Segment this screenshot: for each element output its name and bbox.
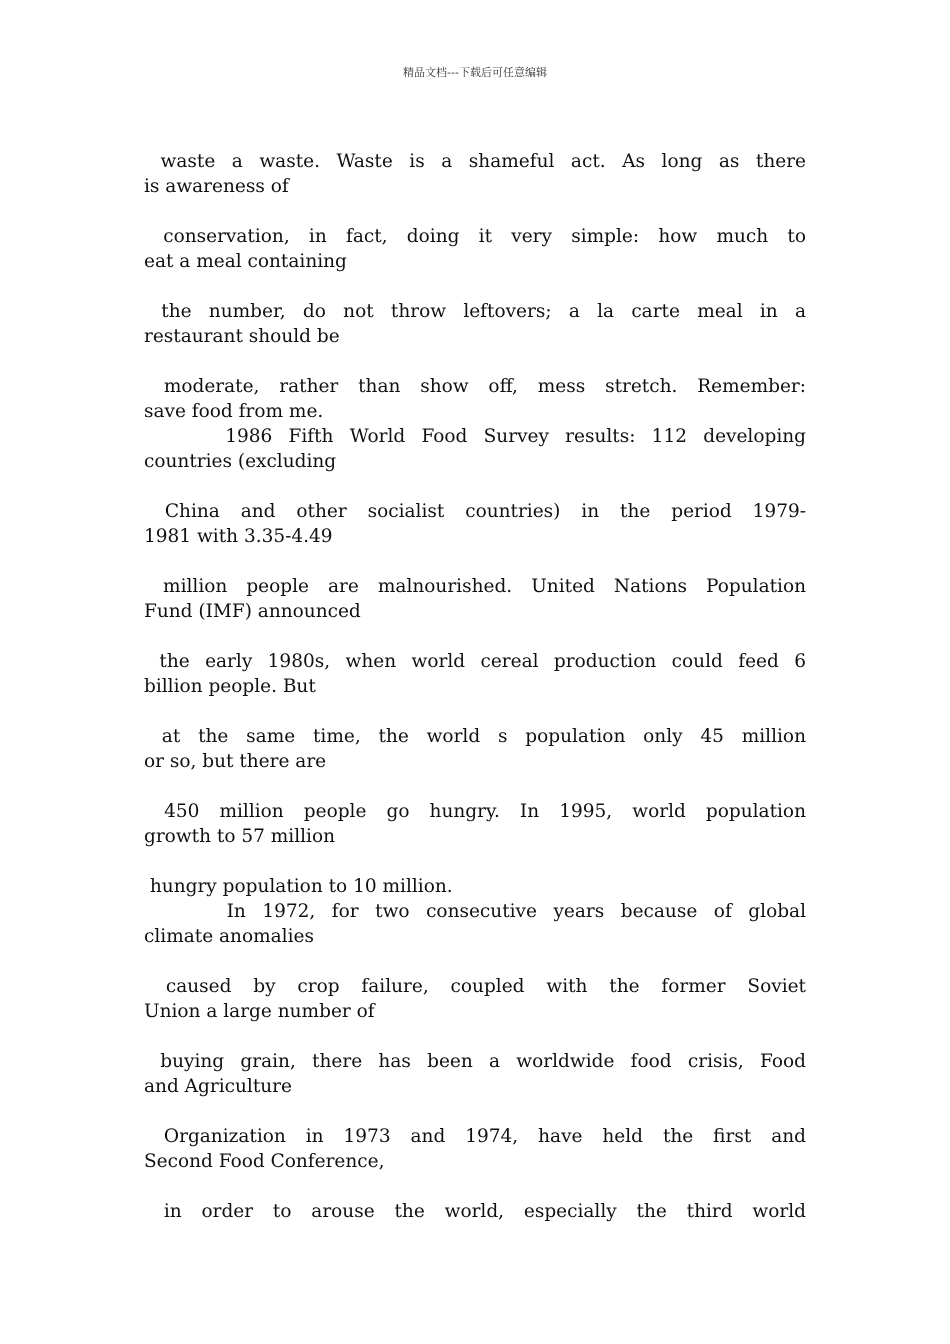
blank-line (144, 624, 806, 649)
text-line: or so, but there are (144, 751, 327, 772)
blank-line (144, 349, 806, 374)
blank-line (144, 1174, 806, 1199)
text-line: billion people. But (144, 676, 316, 697)
blank-line (144, 1024, 806, 1049)
blank-line (144, 474, 806, 499)
text-line: waste a waste. Waste is a shameful act. As long as there (144, 151, 806, 172)
header-text: 精品文档---下载后可任意编辑 (403, 66, 547, 79)
text-line: hungry population to 10 million. (144, 876, 453, 897)
text-line: 1981 with 3.35-4.49 (144, 526, 333, 547)
blank-line (144, 1099, 806, 1124)
text-line: restaurant should be (144, 326, 340, 347)
text-line: countries (excluding (144, 451, 337, 472)
blank-line (144, 699, 806, 724)
blank-line (144, 774, 806, 799)
blank-line (144, 274, 806, 299)
text-line: eat a meal containing (144, 251, 347, 272)
text-line: 1986 Fifth World Food Survey results: 112 developing (144, 426, 806, 447)
text-line: the early 1980s, when world cereal production could feed 6 (144, 651, 806, 672)
text-line: at the same time, the world s population only 45 million (144, 726, 806, 747)
text-line: Second Food Conference, (144, 1151, 385, 1172)
text-line: China and other socialist countries) in the period 1979- (144, 501, 806, 522)
text-line: is awareness of (144, 176, 289, 197)
blank-line (144, 849, 806, 874)
text-line: buying grain, there has been a worldwide food crisis, Food (144, 1051, 806, 1072)
text-line: Fund (IMF) announced (144, 601, 361, 622)
text-line: moderate, rather than show off, mess stretch. Remember: (144, 376, 806, 397)
page-header (0, 66, 950, 80)
text-line: climate anomalies (144, 926, 314, 947)
text-line: save food from me. (144, 401, 324, 422)
text-line: caused by crop failure, coupled with the former Soviet (144, 976, 806, 997)
text-line: in order to arouse the world, especially the third world (144, 1201, 806, 1222)
blank-line (144, 199, 806, 224)
text-line: the number, do not throw leftovers; a la carte meal in a (144, 301, 806, 322)
text-line: Union a large number of (144, 1001, 375, 1022)
text-line: and Agriculture (144, 1076, 292, 1097)
text-line: In 1972, for two consecutive years because of global (144, 901, 806, 922)
text-line: conservation, in fact, doing it very simple: how much to (144, 226, 806, 247)
blank-line (144, 949, 806, 974)
text-line: growth to 57 million (144, 826, 336, 847)
document-body (144, 149, 806, 1224)
blank-line (144, 549, 806, 574)
text-line: million people are malnourished. United Nations Population (144, 576, 806, 597)
text-line: 450 million people go hungry. In 1995, world population (144, 801, 806, 822)
text-line: Organization in 1973 and 1974, have held the first and (144, 1126, 806, 1147)
